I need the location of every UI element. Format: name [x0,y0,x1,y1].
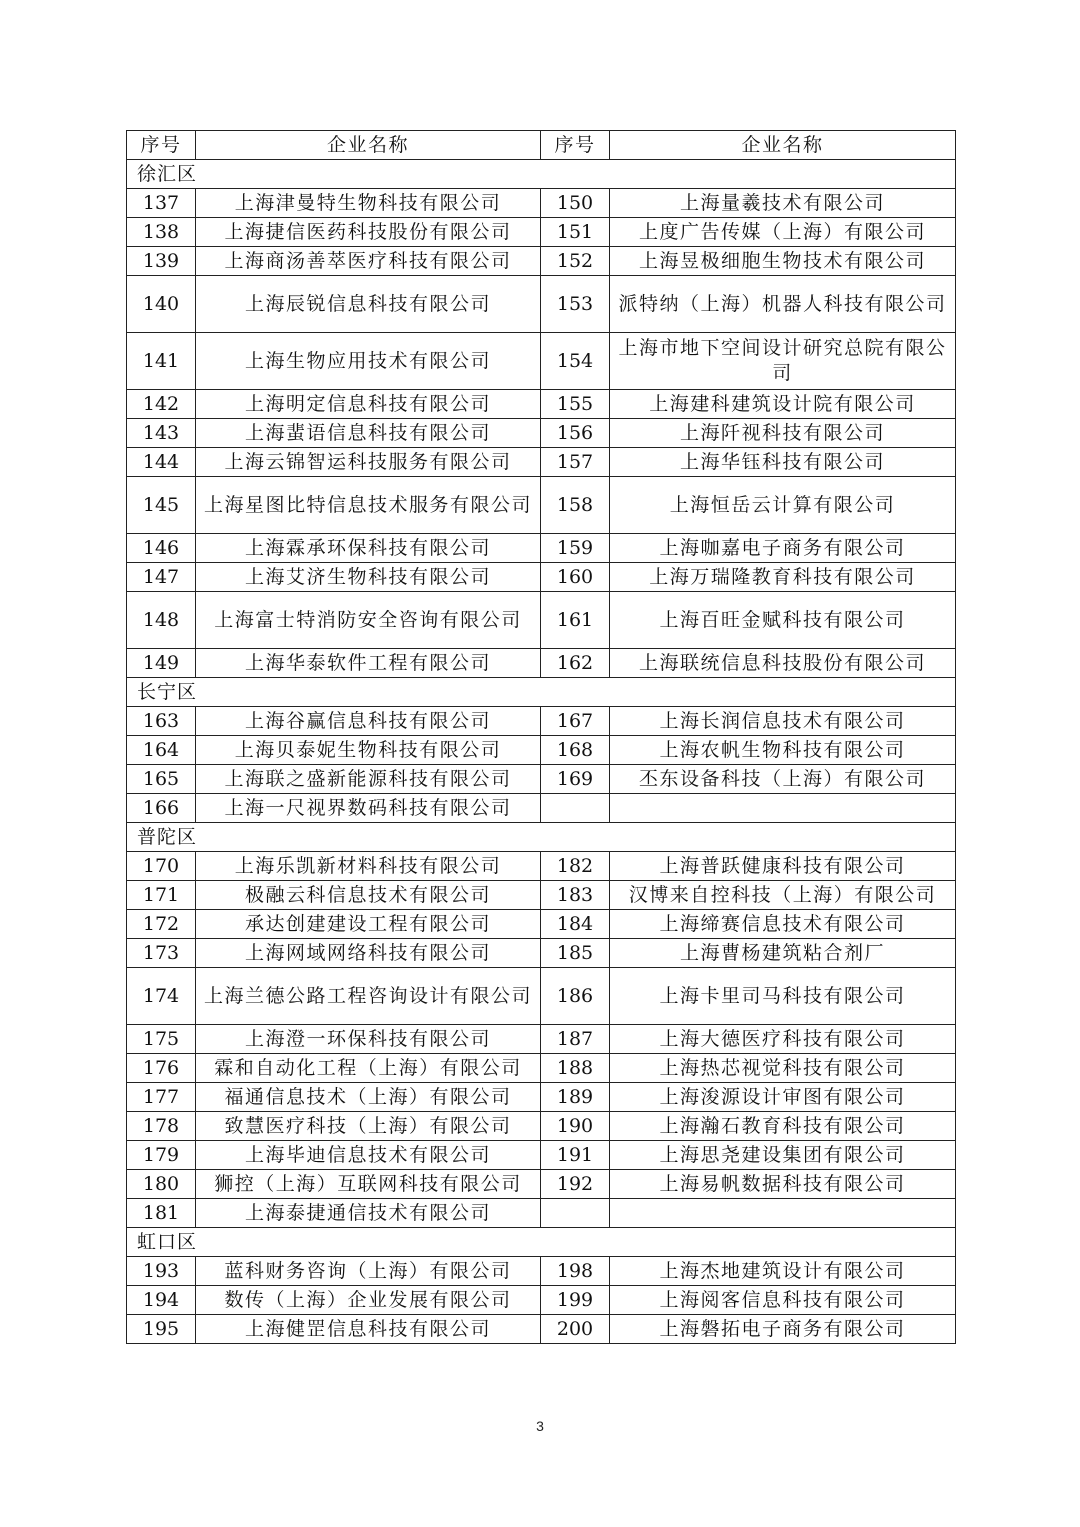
company-name-cell-left: 上海乐凯新材料科技有限公司 [196,852,541,881]
seq-cell-right: 156 [541,419,610,448]
company-name-cell-right: 上海阅客信息科技有限公司 [610,1286,956,1315]
company-name-cell-right: 上海浚源设计审图有限公司 [610,1083,956,1112]
table-row [127,1199,956,1228]
seq-cell-left: 143 [127,419,196,448]
table-row [127,448,956,477]
district-heading: 长宁区 [127,678,956,707]
table-row [127,794,956,823]
seq-cell-right: 158 [541,477,610,534]
seq-cell-left: 166 [127,794,196,823]
company-name-cell-left: 数传（上海）企业发展有限公司 [196,1286,541,1315]
seq-cell-left: 165 [127,765,196,794]
company-name-cell-right: 上海磐拓电子商务有限公司 [610,1315,956,1344]
seq-cell-right: 154 [541,333,610,390]
seq-cell-left: 163 [127,707,196,736]
seq-cell-left: 141 [127,333,196,390]
company-name-cell-left: 上海兰德公路工程咨询设计有限公司 [196,968,541,1025]
company-name-cell-right: 上度广告传媒（上海）有限公司 [610,218,956,247]
seq-cell-left: 175 [127,1025,196,1054]
page-number: 3 [536,1418,544,1434]
company-name-cell-left: 上海捷信医药科技股份有限公司 [196,218,541,247]
table-row [127,707,956,736]
seq-cell-right: 162 [541,649,610,678]
company-name-cell-right: 上海易帆数据科技有限公司 [610,1170,956,1199]
table-body [127,131,956,1344]
header-name-right: 企业名称 [610,131,956,160]
district-heading: 虹口区 [127,1228,956,1257]
seq-cell-right: 191 [541,1141,610,1170]
seq-cell-left: 193 [127,1257,196,1286]
company-name-cell-left: 上海云锦智运科技服务有限公司 [196,448,541,477]
seq-cell-right: 185 [541,939,610,968]
table-row [127,218,956,247]
table-row [127,333,956,390]
seq-cell-right: 153 [541,276,610,333]
district-row [127,678,956,707]
company-name-cell-right: 上海农帆生物科技有限公司 [610,736,956,765]
table-row [127,563,956,592]
company-name-cell-right: 上海缔赛信息技术有限公司 [610,910,956,939]
seq-cell-right: 157 [541,448,610,477]
district-heading: 徐汇区 [127,160,956,189]
table-row [127,477,956,534]
table-row [127,1141,956,1170]
seq-cell-right: 152 [541,247,610,276]
seq-cell-right: 161 [541,592,610,649]
seq-cell-right: 198 [541,1257,610,1286]
table-header-row [127,131,956,160]
company-name-cell-left: 上海商汤善萃医疗科技有限公司 [196,247,541,276]
table-row [127,592,956,649]
company-name-cell-left: 福通信息技术（上海）有限公司 [196,1083,541,1112]
seq-cell-left: 138 [127,218,196,247]
table-row [127,276,956,333]
company-name-cell-right: 上海市地下空间设计研究总院有限公司 [610,333,956,390]
seq-cell-left: 171 [127,881,196,910]
company-name-cell-left: 霖和自动化工程（上海）有限公司 [196,1054,541,1083]
company-name-cell-left: 上海艾济生物科技有限公司 [196,563,541,592]
seq-cell-left: 181 [127,1199,196,1228]
table-row [127,968,956,1025]
company-name-cell-right: 上海大德医疗科技有限公司 [610,1025,956,1054]
seq-cell-right: 183 [541,881,610,910]
seq-cell-left: 149 [127,649,196,678]
table-row [127,390,956,419]
seq-cell-left: 174 [127,968,196,1025]
company-name-cell-left: 上海网域网络科技有限公司 [196,939,541,968]
company-name-cell-left: 上海联之盛新能源科技有限公司 [196,765,541,794]
company-name-cell-right: 上海热芯视觉科技有限公司 [610,1054,956,1083]
seq-cell-left: 194 [127,1286,196,1315]
company-name-cell-right: 上海普跃健康科技有限公司 [610,852,956,881]
seq-cell-left: 177 [127,1083,196,1112]
seq-cell-right [541,1199,610,1228]
seq-cell-right: 190 [541,1112,610,1141]
seq-cell-left: 173 [127,939,196,968]
company-name-cell-right: 上海恒岳云计算有限公司 [610,477,956,534]
company-name-cell-left: 上海澄一环保科技有限公司 [196,1025,541,1054]
company-name-cell-right: 上海思尧建设集团有限公司 [610,1141,956,1170]
company-name-cell-right: 上海阡视科技有限公司 [610,419,956,448]
district-row [127,1228,956,1257]
seq-cell-right: 155 [541,390,610,419]
seq-cell-right: 188 [541,1054,610,1083]
table-row [127,1257,956,1286]
seq-cell-left: 176 [127,1054,196,1083]
company-name-cell-right: 上海咖嘉电子商务有限公司 [610,534,956,563]
seq-cell-right [541,794,610,823]
seq-cell-right: 192 [541,1170,610,1199]
seq-cell-right: 167 [541,707,610,736]
company-name-cell-right: 上海建科建筑设计院有限公司 [610,390,956,419]
table-row [127,939,956,968]
company-name-cell-left: 上海霖承环保科技有限公司 [196,534,541,563]
company-name-cell-left: 上海星图比特信息技术服务有限公司 [196,477,541,534]
company-name-cell-right: 上海卡里司马科技有限公司 [610,968,956,1025]
seq-cell-right: 150 [541,189,610,218]
company-name-cell-right: 派特纳（上海）机器人科技有限公司 [610,276,956,333]
table-row [127,1286,956,1315]
seq-cell-left: 148 [127,592,196,649]
table-row [127,1112,956,1141]
company-name-cell-left: 上海毕迪信息技术有限公司 [196,1141,541,1170]
seq-cell-left: 178 [127,1112,196,1141]
table-row [127,881,956,910]
seq-cell-right: 182 [541,852,610,881]
company-name-cell-right: 上海百旺金赋科技有限公司 [610,592,956,649]
table-row [127,649,956,678]
header-name-left: 企业名称 [196,131,541,160]
company-name-cell-left: 蓝科财务咨询（上海）有限公司 [196,1257,541,1286]
company-name-cell-left: 上海生物应用技术有限公司 [196,333,541,390]
company-name-cell-left: 狮控（上海）互联网科技有限公司 [196,1170,541,1199]
district-row [127,160,956,189]
table-row [127,910,956,939]
seq-cell-left: 147 [127,563,196,592]
seq-cell-left: 140 [127,276,196,333]
company-name-cell-right [610,794,956,823]
company-name-cell-right: 上海曹杨建筑粘合剂厂 [610,939,956,968]
seq-cell-left: 164 [127,736,196,765]
seq-cell-left: 172 [127,910,196,939]
table-row [127,1315,956,1344]
seq-cell-right: 187 [541,1025,610,1054]
district-row [127,823,956,852]
company-name-cell-right: 上海量羲技术有限公司 [610,189,956,218]
seq-cell-right: 168 [541,736,610,765]
table-row [127,189,956,218]
seq-cell-left: 180 [127,1170,196,1199]
company-name-cell-right: 上海长润信息技术有限公司 [610,707,956,736]
seq-cell-left: 139 [127,247,196,276]
seq-cell-left: 144 [127,448,196,477]
seq-cell-right: 186 [541,968,610,1025]
table-row [127,1170,956,1199]
company-name-cell-left: 上海谷赢信息科技有限公司 [196,707,541,736]
company-name-cell-left: 承达创建建设工程有限公司 [196,910,541,939]
company-name-cell-right: 上海华钰科技有限公司 [610,448,956,477]
company-name-cell-left: 极融云科信息技术有限公司 [196,881,541,910]
company-name-cell-left: 上海健罡信息科技有限公司 [196,1315,541,1344]
table-row [127,852,956,881]
table-row [127,419,956,448]
company-name-cell-left: 上海贝泰妮生物科技有限公司 [196,736,541,765]
seq-cell-left: 179 [127,1141,196,1170]
seq-cell-right: 200 [541,1315,610,1344]
company-name-cell-left: 上海泰捷通信技术有限公司 [196,1199,541,1228]
header-seq-left: 序号 [127,131,196,160]
seq-cell-right: 159 [541,534,610,563]
company-name-cell-right: 上海昱极细胞生物技术有限公司 [610,247,956,276]
company-name-cell-right: 丕东设备科技（上海）有限公司 [610,765,956,794]
table-row [127,534,956,563]
seq-cell-left: 170 [127,852,196,881]
seq-cell-right: 160 [541,563,610,592]
table-row [127,1054,956,1083]
header-seq-right: 序号 [541,131,610,160]
seq-cell-right: 189 [541,1083,610,1112]
seq-cell-right: 169 [541,765,610,794]
company-name-cell-left: 上海蜚语信息科技有限公司 [196,419,541,448]
district-heading: 普陀区 [127,823,956,852]
company-name-cell-left: 上海一尺视界数码科技有限公司 [196,794,541,823]
company-name-cell-left: 上海华泰软件工程有限公司 [196,649,541,678]
table-row [127,247,956,276]
company-name-cell-left: 上海明定信息科技有限公司 [196,390,541,419]
company-name-cell-right: 上海联统信息科技股份有限公司 [610,649,956,678]
seq-cell-left: 145 [127,477,196,534]
company-name-cell-left: 上海津曼特生物科技有限公司 [196,189,541,218]
seq-cell-right: 199 [541,1286,610,1315]
seq-cell-right: 151 [541,218,610,247]
seq-cell-left: 137 [127,189,196,218]
seq-cell-left: 142 [127,390,196,419]
company-name-cell-left: 上海富士特消防安全咨询有限公司 [196,592,541,649]
table-row [127,736,956,765]
table-row [127,1025,956,1054]
company-list-table [126,130,956,1344]
company-name-cell-right: 上海万瑞隆教育科技有限公司 [610,563,956,592]
seq-cell-left: 195 [127,1315,196,1344]
company-name-cell-left: 致慧医疗科技（上海）有限公司 [196,1112,541,1141]
company-name-cell-right: 上海瀚石教育科技有限公司 [610,1112,956,1141]
company-name-cell-right [610,1199,956,1228]
seq-cell-right: 184 [541,910,610,939]
seq-cell-left: 146 [127,534,196,563]
company-name-cell-right: 上海杰地建筑设计有限公司 [610,1257,956,1286]
company-name-cell-right: 汉博来自控科技（上海）有限公司 [610,881,956,910]
company-name-cell-left: 上海辰锐信息科技有限公司 [196,276,541,333]
table-row [127,1083,956,1112]
table-row [127,765,956,794]
